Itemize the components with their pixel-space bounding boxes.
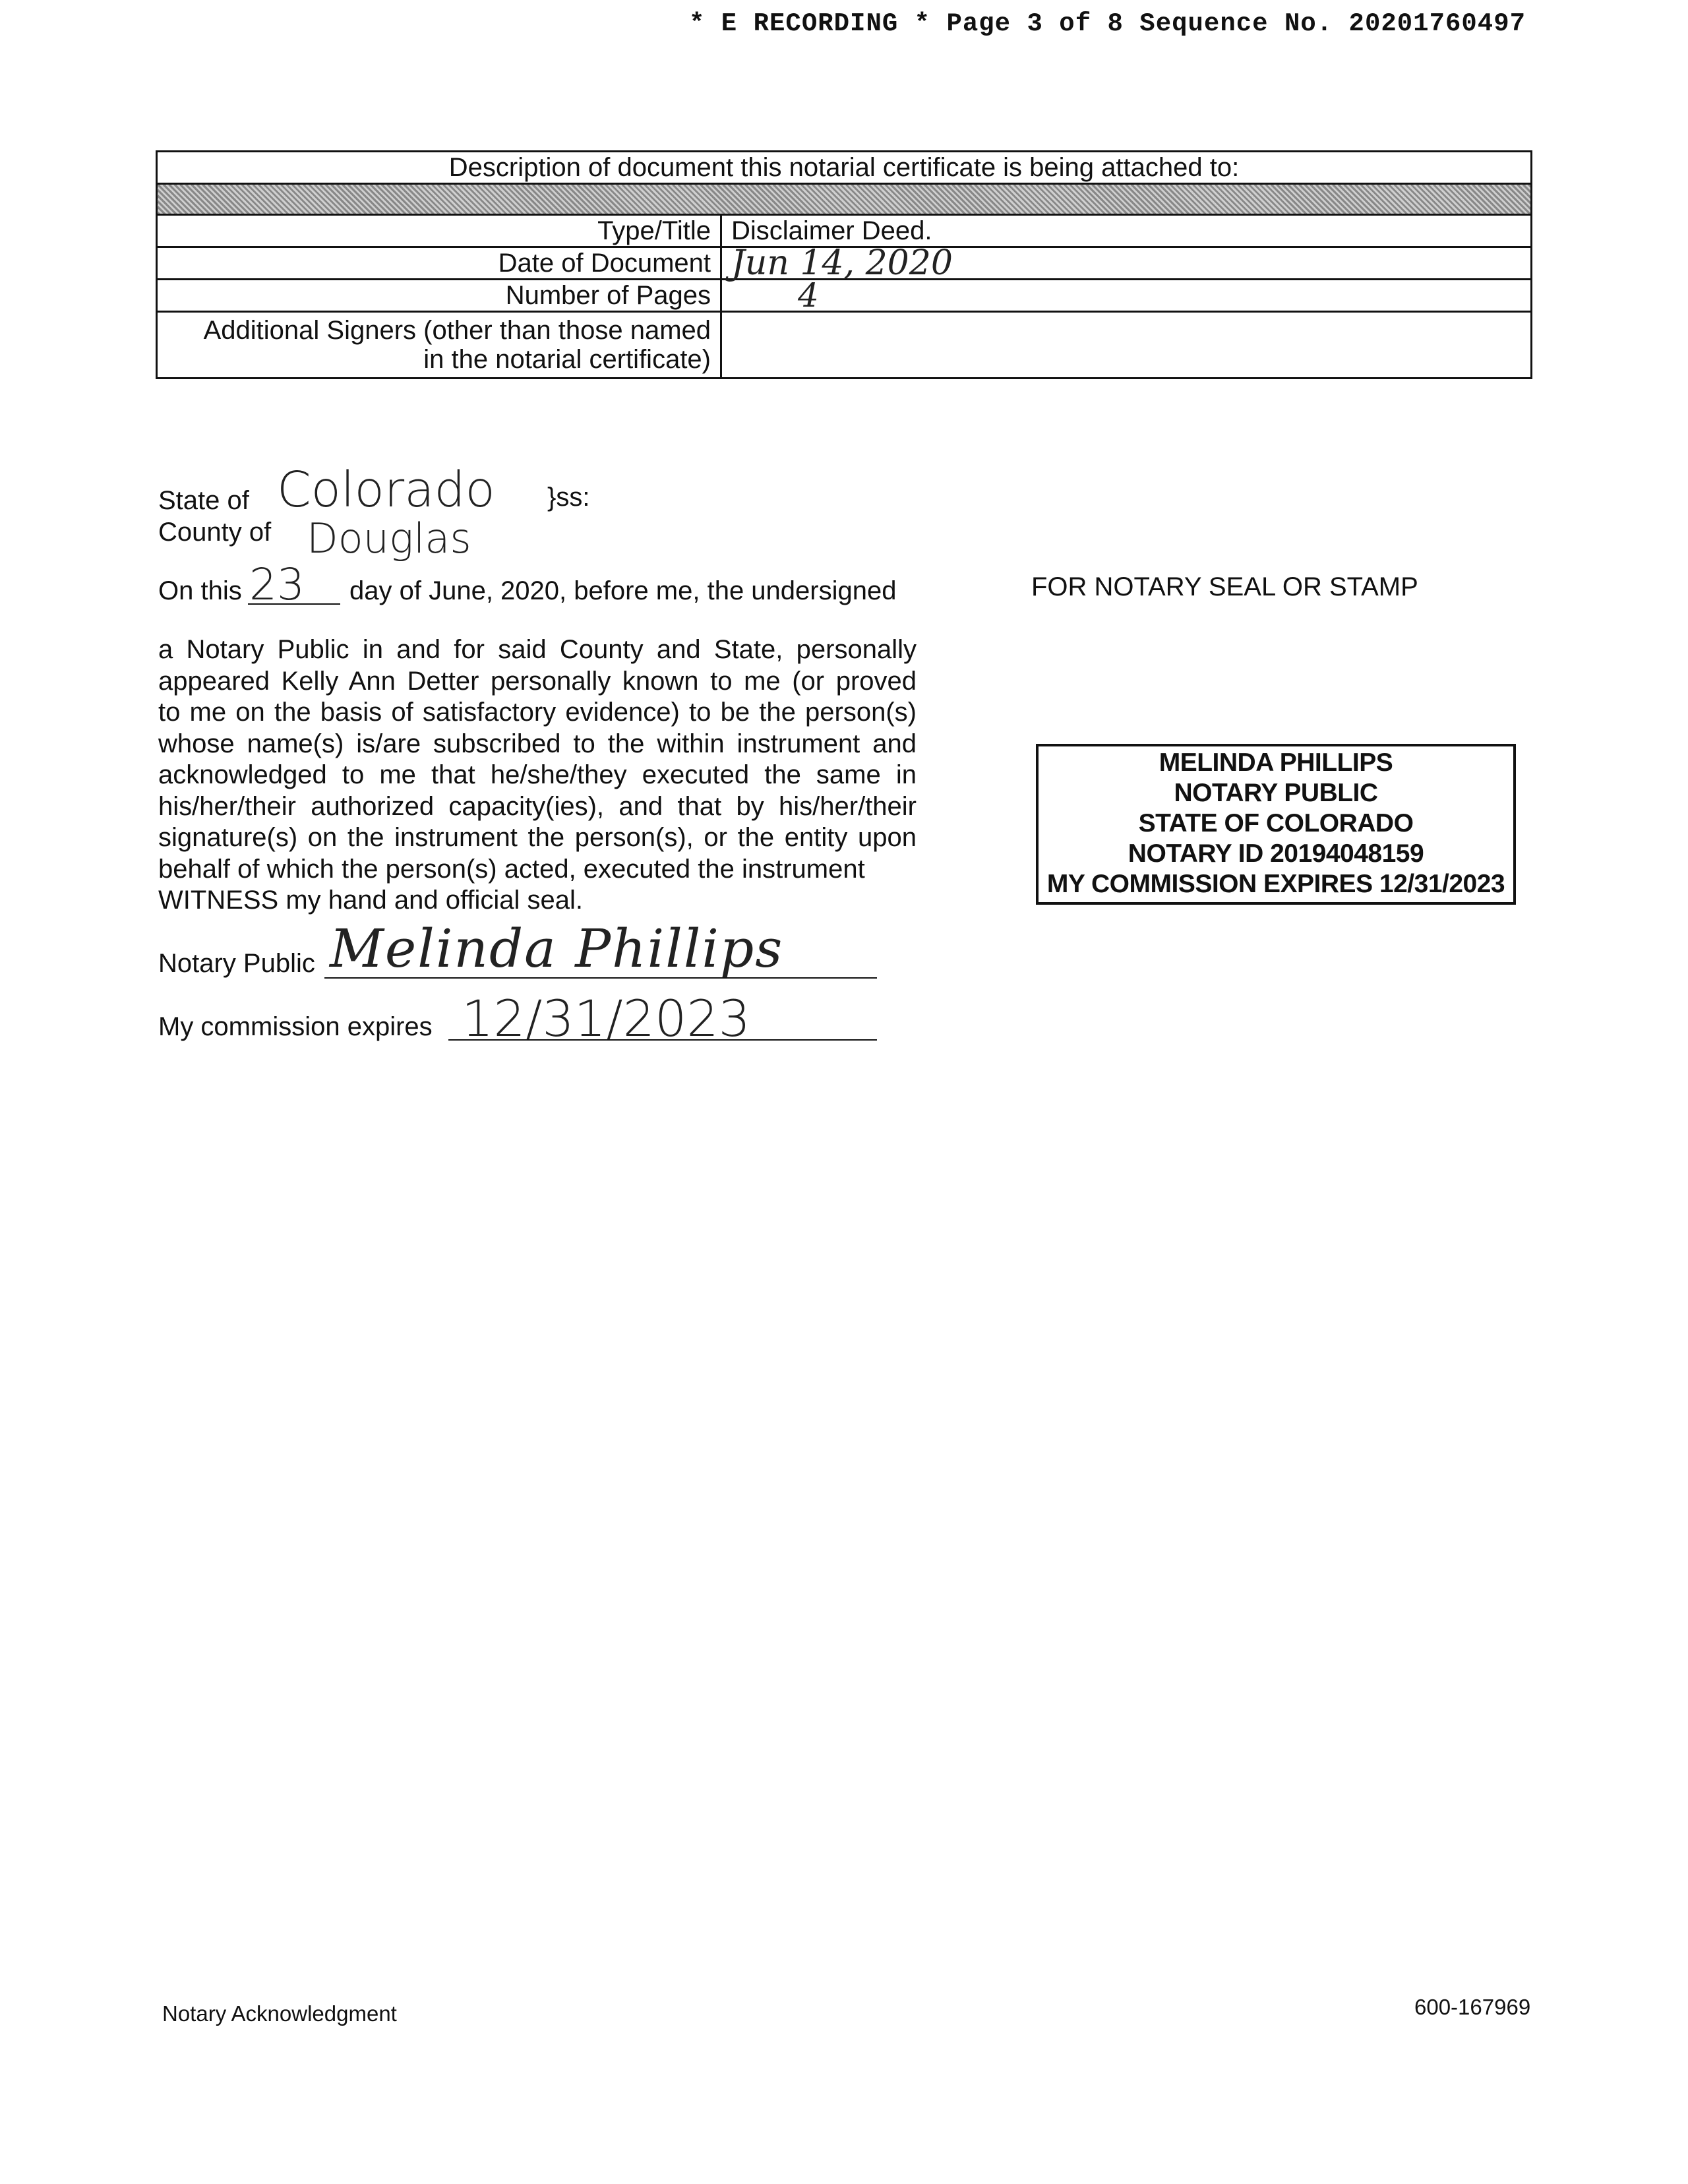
shaded-band bbox=[157, 184, 1532, 215]
table-caption: Description of document this notarial certificate is being attached to: bbox=[157, 152, 1532, 184]
date-rest: day of June, 2020, before me, the undersigned bbox=[349, 576, 897, 605]
notary-signature: Melinda Phillips bbox=[330, 918, 784, 979]
additional-signers-label-line1: Additional Signers (other than those named bbox=[203, 316, 711, 345]
table-row bbox=[157, 312, 1532, 379]
county-label: County of bbox=[158, 518, 272, 547]
document-description-table bbox=[156, 150, 1532, 379]
number-of-pages-label: Number of Pages bbox=[157, 280, 721, 312]
additional-signers-label bbox=[157, 312, 721, 379]
footer-form-number: 600-167969 bbox=[1414, 1995, 1531, 2019]
ss-label: }ss: bbox=[547, 483, 590, 512]
state-value: Colorado bbox=[277, 462, 495, 518]
notary-public-label: Notary Public bbox=[158, 949, 315, 978]
day-value: 23 bbox=[249, 559, 305, 610]
paragraph-line: his/her/their authorized capacity(ies), and that by his/her/their bbox=[158, 791, 917, 821]
stamp-line: STATE OF COLORADO bbox=[1138, 809, 1414, 837]
footer-form-name: Notary Acknowledgment bbox=[162, 2001, 397, 2026]
seal-label: FOR NOTARY SEAL OR STAMP bbox=[1031, 572, 1418, 601]
county-value: Douglas bbox=[307, 514, 471, 562]
paragraph-line: to me on the basis of satisfactory evidence) to be the person(s) bbox=[158, 698, 917, 727]
date-of-document-label: Date of Document bbox=[157, 247, 721, 280]
stamp-line: NOTARY ID 20194048159 bbox=[1128, 839, 1424, 868]
notary-stamp bbox=[1036, 744, 1516, 905]
stamp-line: MELINDA PHILLIPS bbox=[1159, 748, 1393, 777]
paragraph-line: acknowledged to me that he/she/they executed the same in bbox=[158, 760, 917, 789]
table-row bbox=[157, 247, 1532, 280]
type-title-label: Type/Title bbox=[157, 215, 721, 247]
additional-signers-label-line2: in the notarial certificate) bbox=[423, 345, 711, 374]
stamp-line: NOTARY PUBLIC bbox=[1174, 779, 1378, 807]
paragraph-line: signature(s) on the instrument the person(s), or the entity upon bbox=[158, 823, 917, 852]
on-this-label: On this bbox=[158, 576, 242, 605]
day-underline bbox=[248, 603, 340, 605]
number-of-pages-value: 4 bbox=[721, 280, 1532, 312]
table-row bbox=[157, 280, 1532, 312]
commission-line bbox=[448, 1039, 877, 1041]
table-row bbox=[157, 215, 1532, 247]
witness-line: WITNESS my hand and official seal. bbox=[158, 886, 583, 915]
paragraph-line: a Notary Public in and for said County and State, personally bbox=[158, 635, 917, 664]
paragraph-line: whose name(s) is/are subscribed to the within instrument and bbox=[158, 729, 917, 758]
signature-line bbox=[324, 977, 877, 979]
additional-signers-value bbox=[721, 312, 1532, 379]
type-title-value: Disclaimer Deed. bbox=[721, 215, 1532, 247]
commission-value: 12/31/2023 bbox=[462, 989, 751, 1048]
recording-header: * E RECORDING * Page 3 of 8 Sequence No. 20201760497 bbox=[689, 9, 1526, 38]
date-of-document-value: Jun 14, 2020 bbox=[721, 247, 1532, 280]
paragraph-line: appeared Kelly Ann Detter personally known to me (or proved bbox=[158, 666, 917, 696]
commission-label: My commission expires bbox=[158, 1012, 433, 1041]
state-label: State of bbox=[158, 486, 249, 515]
acknowledgment-paragraph bbox=[158, 634, 917, 917]
paragraph-line: behalf of which the person(s) acted, executed the instrument bbox=[158, 854, 865, 884]
stamp-line: MY COMMISSION EXPIRES 12/31/2023 bbox=[1046, 870, 1505, 898]
